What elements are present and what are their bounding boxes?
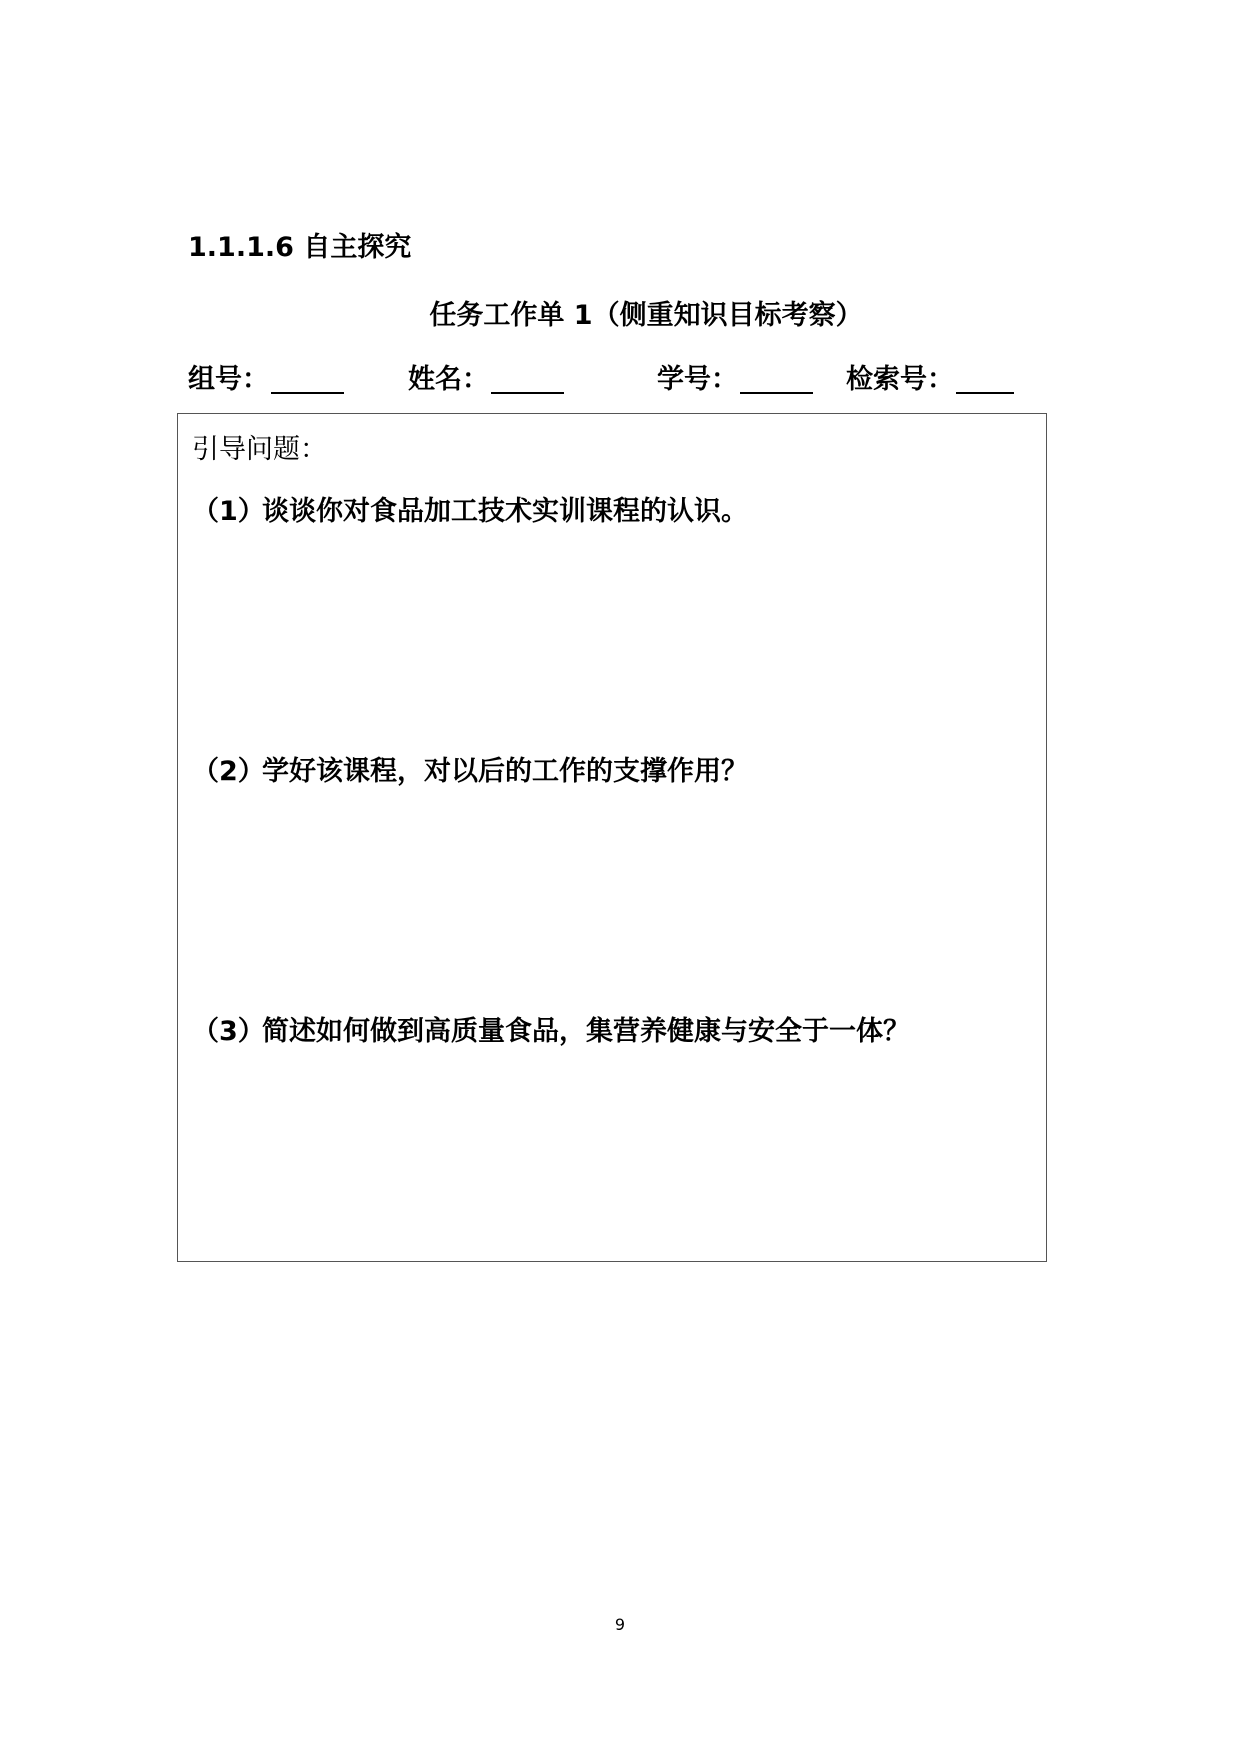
student-number-label: 学号： <box>657 364 738 395</box>
question-3-text: 简述如何做到高质量食品，集营养健康与安全于一体？ <box>262 1016 910 1047</box>
question-3-number: （3） <box>192 1016 265 1047</box>
group-number-blank[interactable] <box>271 360 344 394</box>
section-heading: 1.1.1.6 自主探究 <box>188 232 412 263</box>
name-blank[interactable] <box>491 360 564 394</box>
index-number-field <box>846 360 1014 400</box>
question-1-text: 谈谈你对食品加工技术实训课程的认识。 <box>262 496 748 527</box>
question-1 <box>192 492 748 532</box>
answer-box <box>177 413 1047 1262</box>
index-number-label: 检索号： <box>846 364 954 395</box>
index-number-blank[interactable] <box>956 360 1014 394</box>
page-number: 9 <box>614 1615 626 1634</box>
question-2-number: （2） <box>192 756 265 787</box>
student-info-row <box>0 360 1240 400</box>
worksheet-title <box>0 296 1240 336</box>
question-1-number: （1） <box>192 496 265 527</box>
guide-questions-label: 引导问题： <box>192 434 327 465</box>
name-field <box>408 360 564 400</box>
group-number-field <box>188 360 344 400</box>
name-label: 姓名： <box>408 364 489 395</box>
student-number-field <box>657 360 813 400</box>
worksheet-title-text: 任务工作单 1（侧重知识目标考察） <box>429 300 863 331</box>
question-3 <box>192 1012 910 1052</box>
question-2-text: 学好该课程，对以后的工作的支撑作用？ <box>262 756 748 787</box>
question-2 <box>192 752 748 792</box>
student-number-blank[interactable] <box>740 360 813 394</box>
group-number-label: 组号： <box>188 364 269 395</box>
